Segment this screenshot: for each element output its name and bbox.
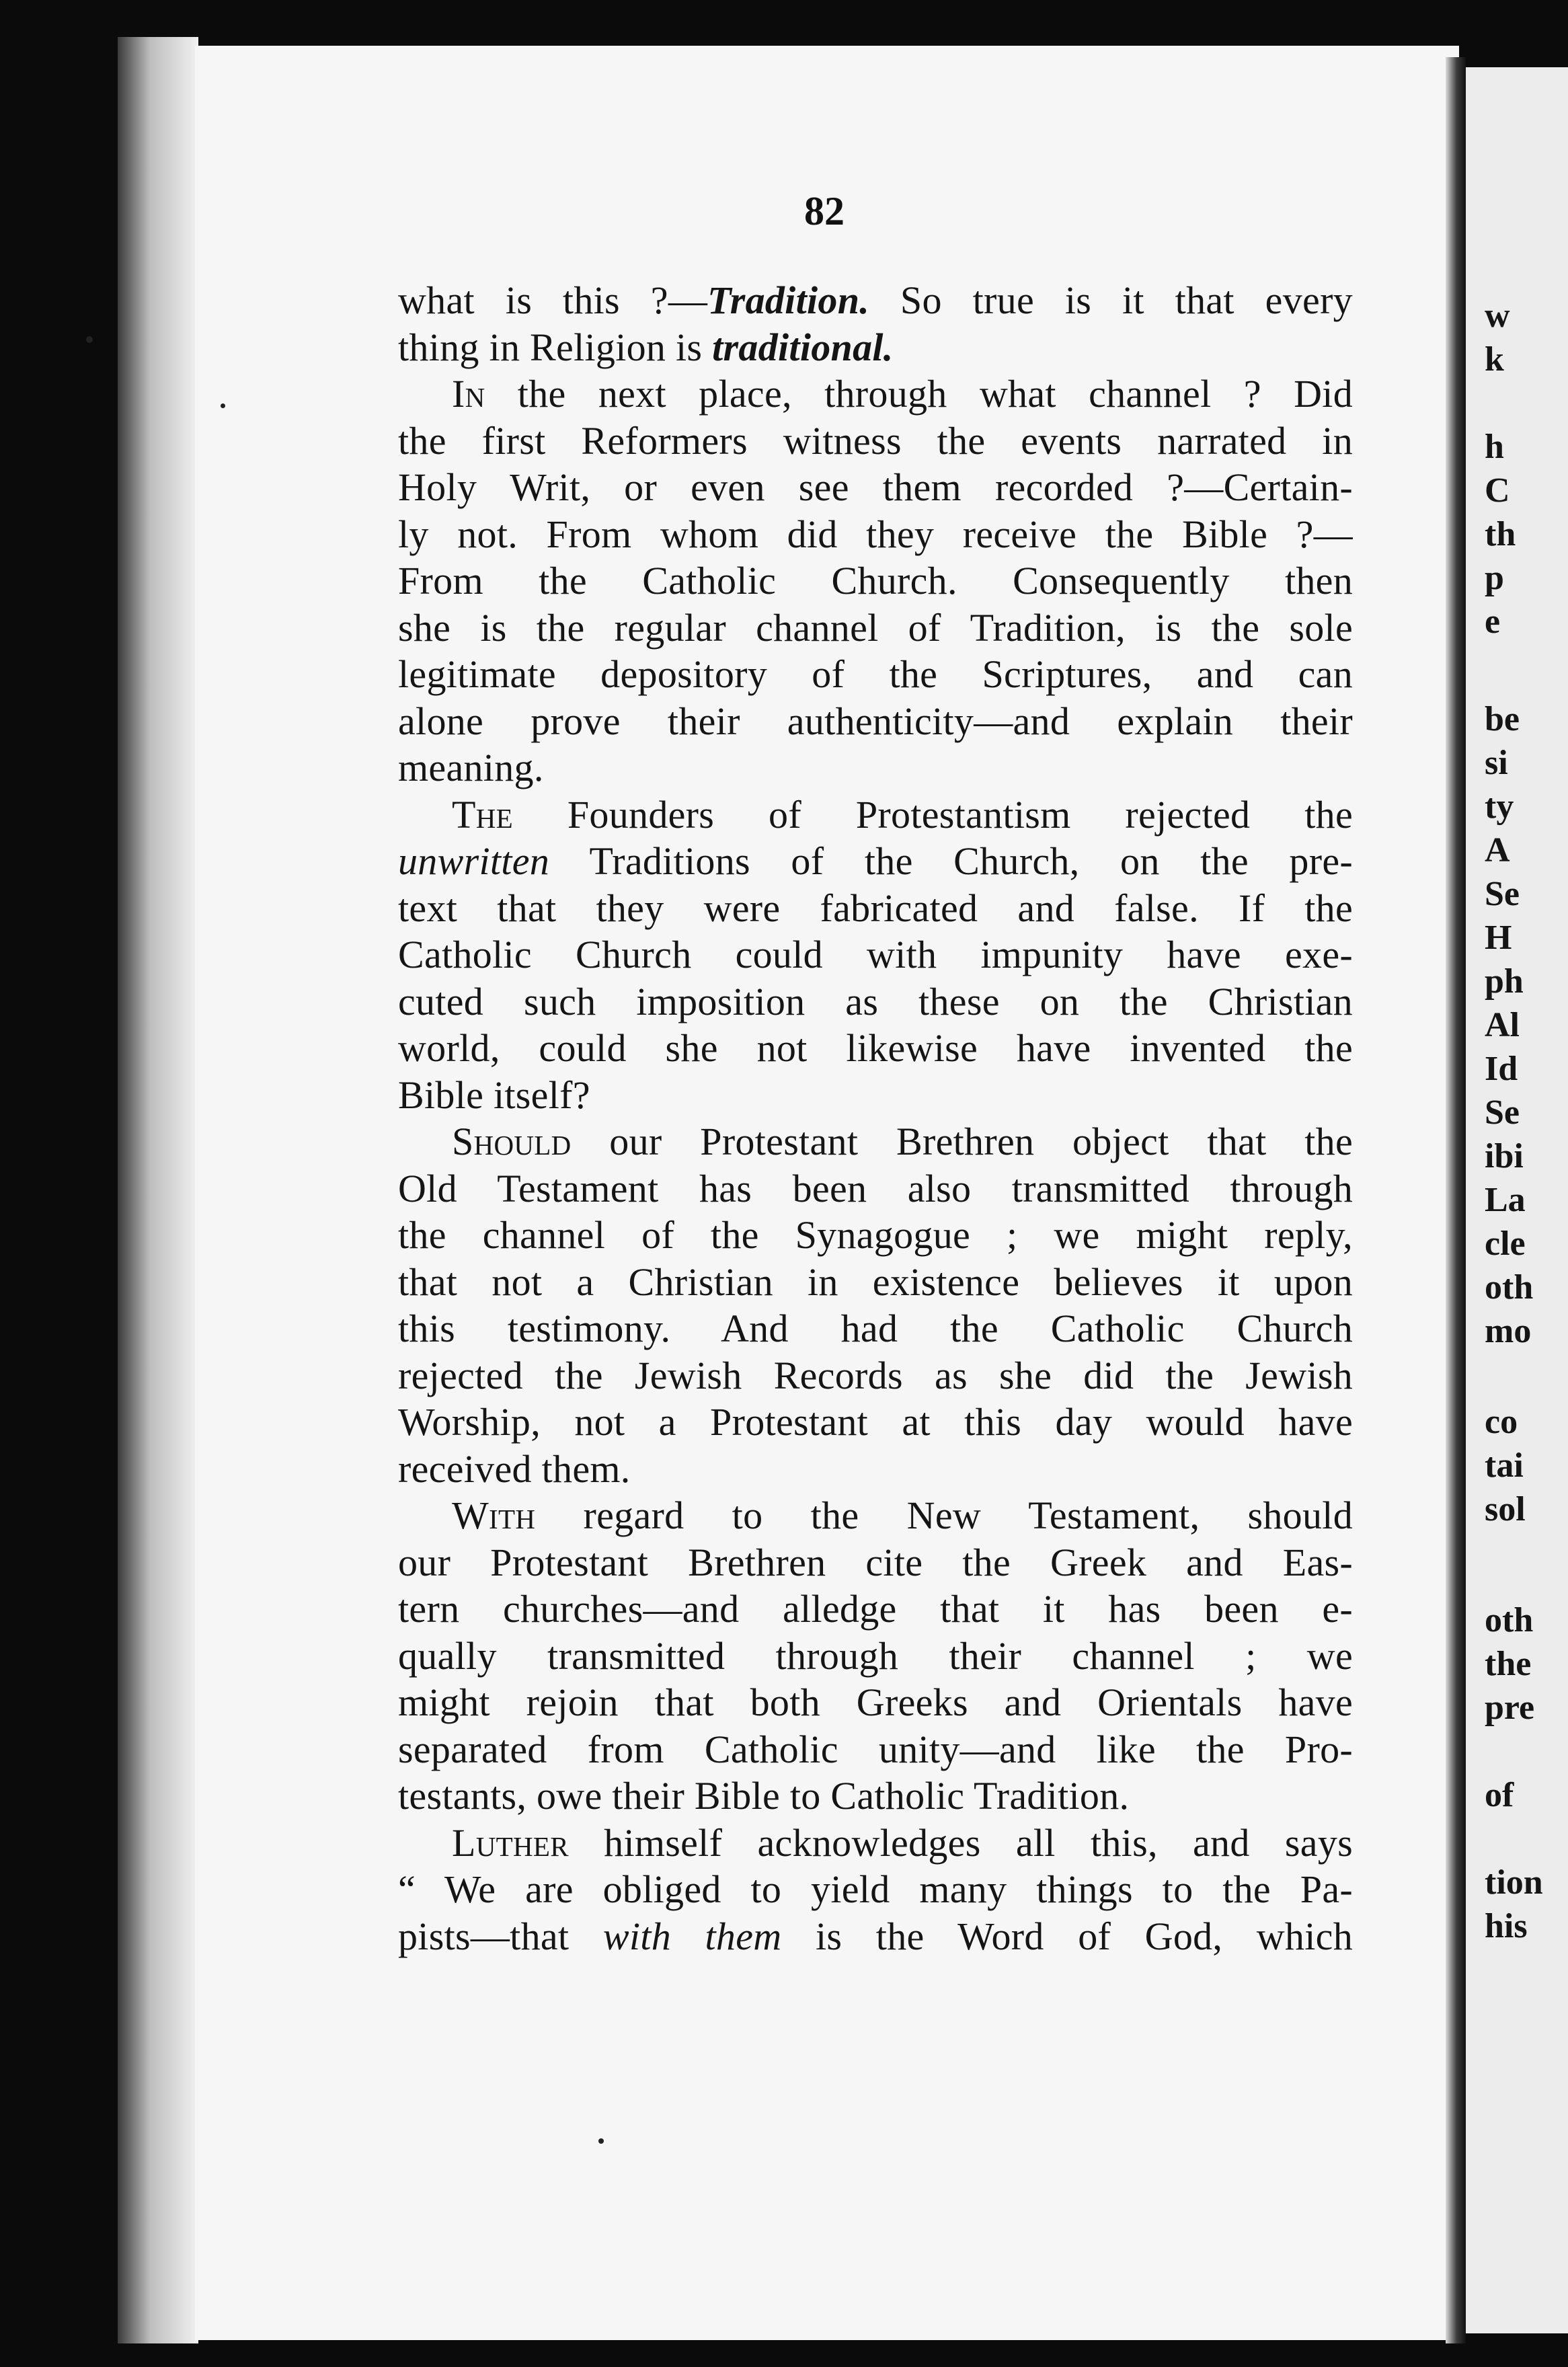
text-line xyxy=(398,1726,1353,1773)
text-line xyxy=(398,931,1353,978)
facing-page-fragment xyxy=(1466,67,1568,2333)
facing-page-text: A xyxy=(1485,831,1510,869)
text-run: So true is it that every xyxy=(869,278,1353,322)
text-line xyxy=(398,1399,1353,1446)
text-line xyxy=(398,418,1353,465)
facing-page-text: C xyxy=(1485,471,1510,510)
text-run: legitimate depository of the Scriptures, and can xyxy=(398,652,1353,696)
text-run: qually transmitted through their channel ; we xyxy=(398,1633,1353,1678)
facing-page-text: the xyxy=(1485,1645,1532,1683)
text-run: cuted such imposition as these on the Christian xyxy=(398,979,1353,1023)
text-run: Bible itself? xyxy=(398,1073,590,1117)
text-run: Founders of Protestantism rejected the xyxy=(512,792,1353,837)
text-run: what is this ?— xyxy=(398,278,708,322)
facing-page-text: co xyxy=(1485,1403,1518,1441)
facing-page-text: ibi xyxy=(1485,1137,1524,1175)
text-run: the next place, through what channel ? Did xyxy=(485,372,1353,416)
text-run: tern churches—and alledge that it has been e- xyxy=(398,1587,1353,1631)
text-run: “ We are obliged to yield many things to the Pa- xyxy=(398,1867,1353,1911)
facing-page-text: Se xyxy=(1485,875,1520,913)
text-run: pists—that xyxy=(398,1914,603,1958)
text-run: ly not. From whom did they receive the Bible ?— xyxy=(398,512,1353,556)
body-text xyxy=(398,277,1353,1959)
text-run: Worship, not a Protestant at this day would have xyxy=(398,1400,1353,1444)
text-line xyxy=(398,1259,1353,1306)
text-run: testants, owe their Bible to Catholic Tradition. xyxy=(398,1774,1130,1818)
text-run: received them. xyxy=(398,1446,631,1491)
text-run: world, could she not likewise have invented the xyxy=(398,1026,1353,1070)
page-number: 82 xyxy=(804,189,845,233)
text-run: From the Catholic Church. Consequently then xyxy=(398,559,1353,603)
text-run: alone prove their authenticity—and explain their xyxy=(398,699,1353,743)
facing-page-text: oth xyxy=(1485,1268,1534,1307)
text-run: text that they were fabricated and false. If the xyxy=(398,886,1353,930)
text-run: unwritten xyxy=(398,839,550,883)
text-line xyxy=(398,511,1353,558)
text-run: separated from Catholic unity—and like the Pro- xyxy=(398,1727,1353,1771)
text-line xyxy=(398,1118,1353,1165)
text-line xyxy=(398,1025,1353,1072)
page-left-edge xyxy=(118,37,198,2343)
text-run: traditional. xyxy=(712,325,894,369)
text-line xyxy=(398,885,1353,932)
text-run: the first Reformers witness the events narrated in xyxy=(398,418,1353,463)
text-line xyxy=(398,698,1353,745)
facing-page-text: Se xyxy=(1485,1093,1520,1132)
text-run: with them xyxy=(602,1914,782,1958)
text-line xyxy=(398,1866,1353,1913)
scan-speck xyxy=(221,403,225,408)
text-line xyxy=(398,1820,1353,1867)
text-run: Catholic Church could with impunity have exe- xyxy=(398,933,1353,976)
text-run: Should xyxy=(452,1120,572,1163)
text-line xyxy=(398,277,1353,324)
text-run: With xyxy=(452,1493,536,1537)
text-run: thing in Religion is xyxy=(398,325,713,369)
facing-page-text: e xyxy=(1485,603,1501,641)
text-line xyxy=(398,1633,1353,1680)
text-line xyxy=(398,605,1353,652)
facing-page-text: of xyxy=(1485,1776,1514,1814)
facing-page-text: be xyxy=(1485,700,1520,738)
text-run: is the Word of God, which xyxy=(781,1914,1353,1958)
text-line xyxy=(398,1446,1353,1493)
text-line xyxy=(398,1305,1353,1352)
text-run: our Protestant Brethren cite the Greek and Eas- xyxy=(398,1540,1353,1584)
text-line xyxy=(398,464,1353,511)
text-line xyxy=(398,1165,1353,1212)
facing-page-text: Al xyxy=(1485,1006,1520,1044)
text-line xyxy=(398,1539,1353,1586)
facing-page-text: si xyxy=(1485,744,1508,782)
text-run: she is the regular channel of Tradition, is the sole xyxy=(398,605,1353,650)
text-line xyxy=(398,1492,1353,1539)
text-line xyxy=(398,1212,1353,1259)
text-run: regard to the New Testament, should xyxy=(535,1493,1353,1537)
text-line xyxy=(398,1773,1353,1820)
facing-page-text: th xyxy=(1485,515,1516,553)
text-line xyxy=(398,791,1353,839)
facing-page-text: ty xyxy=(1485,787,1514,826)
facing-page-text: tion xyxy=(1485,1863,1543,1902)
facing-page-text: p xyxy=(1485,559,1504,597)
facing-page-text: cle xyxy=(1485,1225,1526,1263)
facing-page-text: sol xyxy=(1485,1490,1526,1528)
text-line xyxy=(398,371,1353,418)
text-run: might rejoin that both Greeks and Orientals have xyxy=(398,1680,1353,1724)
text-line xyxy=(398,1072,1353,1119)
text-line xyxy=(398,1586,1353,1633)
text-line xyxy=(398,978,1353,1025)
book-gutter xyxy=(1446,57,1466,2343)
text-run: Old Testament has been also transmitted through xyxy=(398,1166,1353,1210)
facing-page-text: mo xyxy=(1485,1312,1532,1350)
facing-page-text: Id xyxy=(1485,1050,1518,1088)
facing-page-text: oth xyxy=(1485,1601,1534,1639)
text-line xyxy=(398,557,1353,605)
text-run: Luther xyxy=(452,1820,569,1865)
text-line xyxy=(398,651,1353,698)
text-run: himself acknowledges all this, and says xyxy=(568,1820,1353,1865)
facing-page-text: pre xyxy=(1485,1689,1535,1727)
text-run: Traditions of the Church, on the pre- xyxy=(549,839,1353,883)
text-run: the channel of the Synagogue ; we might reply, xyxy=(398,1213,1353,1257)
facing-page-text: ph xyxy=(1485,962,1524,1001)
text-run: Tradition. xyxy=(707,278,870,322)
text-run: our Protestant Brethren object that the xyxy=(571,1120,1353,1163)
text-line xyxy=(398,744,1353,791)
scan-speck xyxy=(598,2138,604,2144)
facing-page-text: h xyxy=(1485,428,1504,466)
facing-page-text: La xyxy=(1485,1181,1526,1219)
text-line xyxy=(398,1913,1353,1960)
facing-page-text: k xyxy=(1485,340,1504,379)
text-line xyxy=(398,1352,1353,1399)
text-line xyxy=(398,838,1353,885)
text-run: this testimony. And had the Catholic Church xyxy=(398,1307,1353,1350)
facing-page-text: w xyxy=(1485,297,1510,335)
scan-speck xyxy=(86,336,93,343)
text-run: The xyxy=(452,792,513,837)
facing-page-text: his xyxy=(1485,1907,1528,1945)
text-line xyxy=(398,324,1353,371)
text-run: that not a Christian in existence believes it upon xyxy=(398,1259,1353,1304)
text-run: rejected the Jewish Records as she did the Jewish xyxy=(398,1353,1353,1397)
facing-page-text: tai xyxy=(1485,1446,1524,1485)
facing-page-text: H xyxy=(1485,919,1512,957)
text-run: meaning. xyxy=(398,746,544,789)
text-run: Holy Writ, or even see them recorded ?—Certain- xyxy=(398,465,1353,509)
text-run: In xyxy=(452,372,485,416)
text-line xyxy=(398,1679,1353,1726)
